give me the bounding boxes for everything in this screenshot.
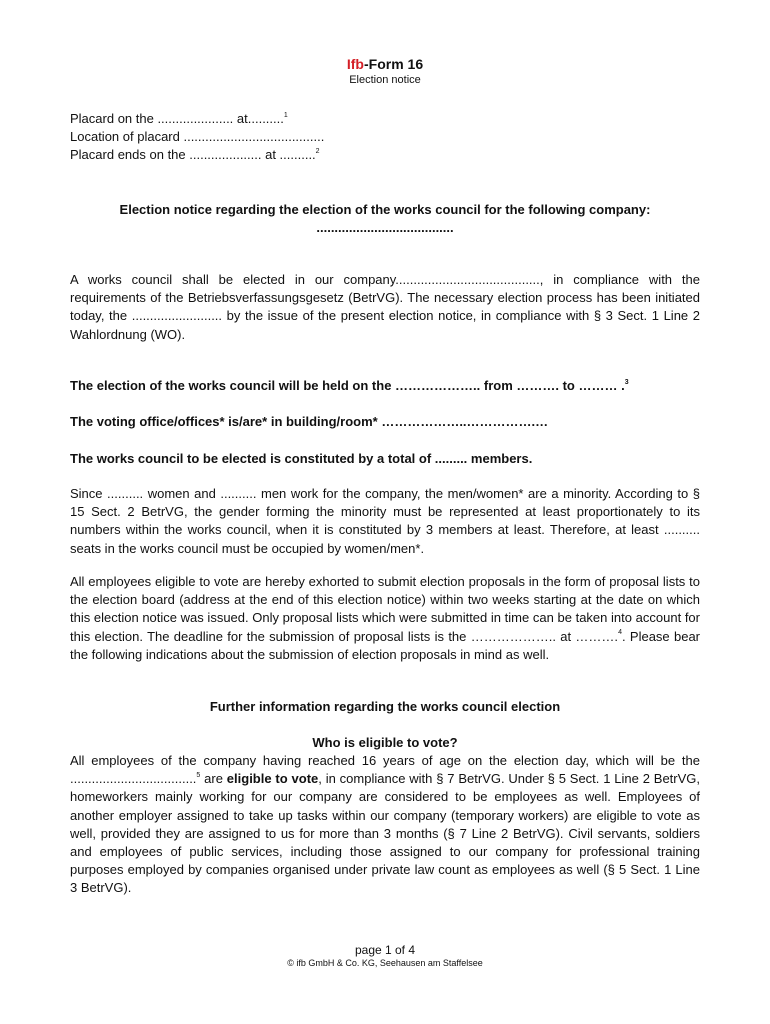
eligible-emphasis: eligible to vote — [226, 771, 319, 787]
election-date-line: The election of the works council will be held on the ……………….. from ………. to ……… .$^3$ — [70, 378, 629, 393]
brand-name: Ifb — [346, 56, 364, 72]
company-placeholder: ...................................... — [316, 220, 454, 236]
form-subtitle: Election notice — [349, 74, 421, 86]
footnote-ref: 1 — [283, 111, 288, 119]
notice-heading — [70, 201, 700, 237]
eligibility-heading: Who is eligible to vote? — [312, 735, 458, 750]
footnote-ref: 5 — [196, 771, 201, 779]
footnote-ref: 2 — [315, 147, 320, 155]
further-info-heading: Further information regarding the works council election — [209, 699, 561, 714]
placard-info — [70, 110, 324, 164]
placard-location-line: Location of placard ....................................... — [70, 129, 325, 144]
form-number: -Form 16 — [363, 56, 424, 72]
footnote-ref: 4 — [618, 629, 622, 637]
members-line: The works council to be elected is constituted by a total of ......... members. — [70, 451, 533, 466]
form-title — [0, 56, 770, 72]
footnote-ref: 3 — [624, 378, 629, 386]
minority-paragraph: Since .......... women and .......... men work for the company, the men/women* are a minority. According to § 15 Sect. 2 BetrVG, the gender forming the minority must be represented at least proportionately to its numbers within the works council, when it is constituted by 3 members at least. Therefore, at least .......... seats in the works council must be occupied by women/men*. — [70, 486, 700, 556]
placard-ends-line: Placard ends on the .................... at ..........$^2$ — [70, 147, 320, 162]
voting-office-line: The voting office/offices* is/are* in building/room* ………………..…………….… — [70, 414, 549, 429]
proposal-paragraph: All employees eligible to vote are hereby exhorted to submit election proposals in the form of proposal lists to the election board (address at the end of this election notice) within two weeks starting at the date on which this election notice was issued. Only proposal lists which were submitted in time can be taken into account for this election. The deadline for the submission of proposal lists is the ……………….. at ……….$^4$. Please bear the following indications about the submission of election proposals in mind as well. — [70, 574, 701, 662]
notice-heading-line: Election notice regarding the election of the works council for the following company: — [119, 202, 651, 217]
placard-on-line: Placard on the ..................... at..........$^1$ — [70, 111, 288, 126]
page-number: page 1 of 4 — [354, 943, 416, 957]
intro-paragraph: A works council shall be elected in our company........................................, in compliance with the requirements of the Betriebsverfassungsgesetz (BetrVG). The necessary election process has been initiated today, the ......................... by the issue of the present election notice, in compliance with § 3 Sect. 1 Line 2 Wahlordnung (WO). — [70, 272, 700, 342]
eligibility-paragraph: All employees of the company having reached 16 years of age on the election day, which will be the ...................................$^5$ are eligible to vote, in compliance with § 7 BetrVG. Under § 5 Sect. 1 Line 2 BetrVG, homeworkers mainly working for our company are considered to be employees as well. Employees of another employer assigned to take up tasks within our company (temporary workers) are eligible to vote as well, provided they are assigned to us for more than 3 months (§ 7 Line 2 BetrVG). Civil servants, soldiers and employees of public services, including those assigned to our company for professional training purposes employed by companies organised under private law count as employees as well (§ 5 Sect. 1 Line 3 BetrVG). — [70, 753, 701, 896]
copyright-notice: © ifb GmbH & Co. KG, Seehausen am Staffelsee — [287, 958, 483, 968]
